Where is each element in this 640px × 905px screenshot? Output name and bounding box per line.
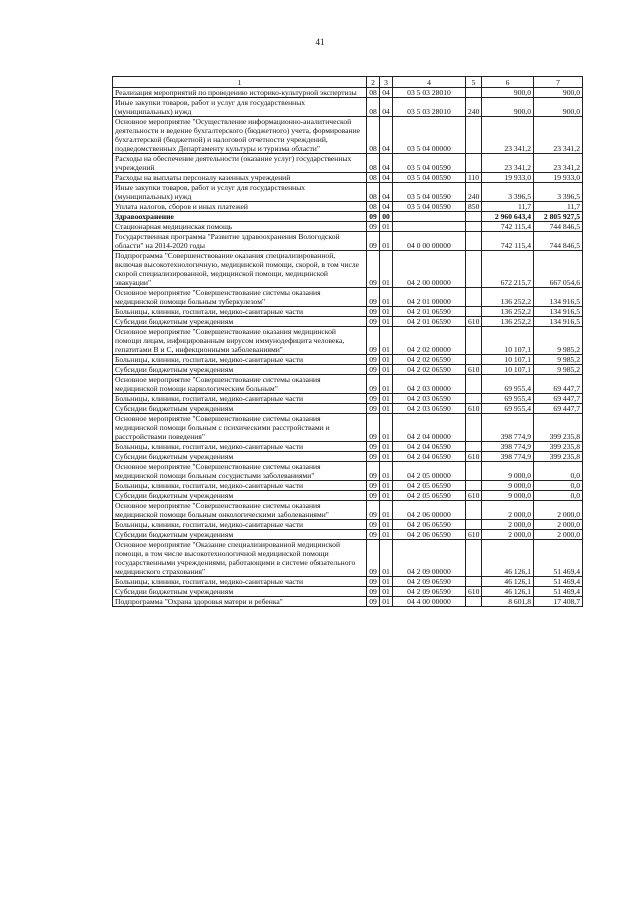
cell-section: 09 — [367, 540, 380, 577]
cell-amount-year1: 136 252,2 — [482, 307, 534, 317]
table-row — [113, 327, 583, 355]
cell-amount-year2: 2 000,0 — [534, 520, 583, 530]
cell-expense-type — [466, 481, 482, 491]
cell-name: Стационарная медицинская помощь — [113, 222, 367, 232]
table-row — [113, 481, 583, 491]
cell-target-code: 04 2 00 00000 — [393, 251, 466, 288]
cell-subsection: 01 — [380, 288, 393, 307]
table-row — [113, 183, 583, 202]
cell-amount-year1: 10 107,1 — [482, 327, 534, 355]
cell-amount-year2: 399 235,8 — [534, 442, 583, 452]
cell-target-code: 03 5 04 00590 — [393, 173, 466, 183]
cell-expense-type: 240 — [466, 183, 482, 202]
cell-amount-year1: 11,7 — [482, 202, 534, 212]
cell-expense-type — [466, 154, 482, 173]
header-cell: 3 — [380, 77, 393, 88]
cell-name: Больницы, клиники, госпитали, медико-санитарные части — [113, 394, 367, 404]
header-cell: 6 — [482, 77, 534, 88]
cell-target-code: 04 2 09 06590 — [393, 577, 466, 587]
cell-amount-year1: 398 774,9 — [482, 442, 534, 452]
table-row — [113, 491, 583, 501]
cell-name: Основное мероприятие "Совершенствование системы оказания медицинской помощи больным онкологическими заболеваниями" — [113, 501, 367, 520]
cell-target-code: 04 2 05 06590 — [393, 481, 466, 491]
cell-name: Иные закупки товаров, работ и услуг для государственных (муниципальных) нужд — [113, 98, 367, 117]
cell-target-code: 04 2 06 06590 — [393, 520, 466, 530]
page-number: 41 — [315, 37, 325, 47]
cell-subsection: 01 — [380, 597, 393, 607]
cell-section: 08 — [367, 154, 380, 173]
cell-target-code: 04 4 00 00000 — [393, 597, 466, 607]
cell-subsection: 01 — [380, 327, 393, 355]
cell-amount-year2: 399 235,8 — [534, 452, 583, 462]
cell-subsection: 04 — [380, 98, 393, 117]
cell-name: Здравоохранение — [113, 212, 367, 222]
cell-target-code: 04 2 02 06590 — [393, 365, 466, 375]
table-row — [113, 501, 583, 520]
cell-amount-year1: 2 000,0 — [482, 530, 534, 540]
cell-section: 09 — [367, 355, 380, 365]
cell-amount-year2: 51 469,4 — [534, 540, 583, 577]
cell-amount-year1: 3 396,5 — [482, 183, 534, 202]
cell-section: 09 — [367, 501, 380, 520]
cell-expense-type: 610 — [466, 317, 482, 327]
cell-amount-year2: 744 846,5 — [534, 222, 583, 232]
cell-subsection: 01 — [380, 232, 393, 251]
table-row — [113, 202, 583, 212]
cell-section: 09 — [367, 317, 380, 327]
cell-amount-year2: 134 916,5 — [534, 288, 583, 307]
table-row — [113, 365, 583, 375]
cell-target-code: 04 2 09 06590 — [393, 587, 466, 597]
cell-section: 09 — [367, 452, 380, 462]
cell-section: 08 — [367, 88, 380, 98]
cell-amount-year2: 69 447,7 — [534, 375, 583, 394]
cell-name: Реализация мероприятий по проведению историко-культурной экспертизы — [113, 88, 367, 98]
cell-name: Субсидии бюджетным учреждениям — [113, 587, 367, 597]
cell-amount-year2: 69 447,7 — [534, 394, 583, 404]
cell-section: 09 — [367, 491, 380, 501]
cell-section: 09 — [367, 520, 380, 530]
cell-subsection: 04 — [380, 173, 393, 183]
table-row — [113, 317, 583, 327]
cell-expense-type: 110 — [466, 173, 482, 183]
cell-target-code: 03 5 04 00590 — [393, 202, 466, 212]
cell-section: 08 — [367, 98, 380, 117]
cell-expense-type — [466, 307, 482, 317]
table-row — [113, 307, 583, 317]
cell-target-code: 04 2 01 06590 — [393, 317, 466, 327]
cell-subsection: 01 — [380, 462, 393, 481]
table-row — [113, 577, 583, 587]
table-row — [113, 288, 583, 307]
cell-section: 09 — [367, 288, 380, 307]
cell-amount-year1: 10 107,1 — [482, 365, 534, 375]
cell-amount-year1: 69 955,4 — [482, 404, 534, 414]
cell-amount-year2: 2 000,0 — [534, 501, 583, 520]
cell-section: 09 — [367, 404, 380, 414]
header-cell: 7 — [534, 77, 583, 88]
cell-amount-year2: 0,0 — [534, 491, 583, 501]
header-cell: 4 — [393, 77, 466, 88]
table-row — [113, 530, 583, 540]
cell-expense-type — [466, 597, 482, 607]
cell-section: 09 — [367, 307, 380, 317]
cell-expense-type: 610 — [466, 491, 482, 501]
cell-subsection: 01 — [380, 501, 393, 520]
cell-section: 09 — [367, 481, 380, 491]
cell-amount-year1: 23 341,2 — [482, 154, 534, 173]
cell-expense-type — [466, 577, 482, 587]
cell-amount-year2: 9 985,2 — [534, 327, 583, 355]
cell-name: Основное мероприятие "Осуществление информационно-аналитической деятельности и ведение бухгалтерского (бюджетного) учета, формирование бухгалтерской (бюджетной) и налоговой отчетности учреждений, подведомственных Департаменту культуры и туризма области" — [113, 117, 367, 154]
cell-amount-year1: 398 774,9 — [482, 414, 534, 442]
header-cell: 5 — [466, 77, 482, 88]
cell-expense-type — [466, 212, 482, 222]
cell-expense-type: 610 — [466, 452, 482, 462]
cell-target-code: 04 2 01 06590 — [393, 307, 466, 317]
table-row — [113, 452, 583, 462]
cell-section: 08 — [367, 173, 380, 183]
cell-amount-year2: 9 985,2 — [534, 355, 583, 365]
table-row — [113, 540, 583, 577]
cell-amount-year1: 9 000,0 — [482, 462, 534, 481]
cell-expense-type — [466, 540, 482, 577]
cell-expense-type — [466, 88, 482, 98]
cell-amount-year1: 398 774,9 — [482, 452, 534, 462]
cell-expense-type: 610 — [466, 365, 482, 375]
cell-subsection: 01 — [380, 222, 393, 232]
cell-amount-year2: 51 469,4 — [534, 587, 583, 597]
cell-subsection: 01 — [380, 587, 393, 597]
cell-amount-year2: 134 916,5 — [534, 317, 583, 327]
cell-amount-year1: 46 126,1 — [482, 587, 534, 597]
cell-subsection: 04 — [380, 88, 393, 98]
cell-section: 09 — [367, 365, 380, 375]
table-row — [113, 222, 583, 232]
cell-target-code: 04 2 02 06590 — [393, 355, 466, 365]
cell-subsection: 01 — [380, 442, 393, 452]
cell-target-code: 04 2 01 00000 — [393, 288, 466, 307]
cell-section: 09 — [367, 212, 380, 222]
cell-amount-year2: 2 805 927,5 — [534, 212, 583, 222]
cell-name: Расходы на обеспечение деятельности (оказание услуг) государственных учреждений — [113, 154, 367, 173]
table-row — [113, 414, 583, 442]
cell-amount-year2: 900,0 — [534, 98, 583, 117]
cell-expense-type — [466, 327, 482, 355]
cell-amount-year1: 69 955,4 — [482, 375, 534, 394]
cell-amount-year1: 742 115,4 — [482, 222, 534, 232]
cell-expense-type: 850 — [466, 202, 482, 212]
cell-expense-type — [466, 375, 482, 394]
cell-amount-year2: 23 341,2 — [534, 117, 583, 154]
cell-amount-year2: 23 341,2 — [534, 154, 583, 173]
table-row — [113, 251, 583, 288]
cell-section: 09 — [367, 414, 380, 442]
cell-section: 09 — [367, 394, 380, 404]
cell-amount-year1: 46 126,1 — [482, 540, 534, 577]
cell-target-code: 04 2 03 06590 — [393, 394, 466, 404]
cell-amount-year1: 742 115,4 — [482, 232, 534, 251]
cell-expense-type — [466, 462, 482, 481]
cell-subsection: 01 — [380, 577, 393, 587]
table-row — [113, 587, 583, 597]
cell-name: Основное мероприятие "Совершенствование системы оказания медицинской помощи больным сосудистыми заболеваниями" — [113, 462, 367, 481]
table-row — [113, 355, 583, 365]
cell-name: Основное мероприятие "Совершенствование системы оказания медицинской помощи больным туберкулезом" — [113, 288, 367, 307]
cell-subsection: 01 — [380, 530, 393, 540]
cell-section: 09 — [367, 587, 380, 597]
cell-section: 09 — [367, 251, 380, 288]
cell-subsection: 04 — [380, 154, 393, 173]
cell-subsection: 04 — [380, 202, 393, 212]
cell-subsection: 01 — [380, 307, 393, 317]
cell-name: Уплата налогов, сборов и иных платежей — [113, 202, 367, 212]
cell-expense-type — [466, 355, 482, 365]
cell-target-code: 04 2 03 00000 — [393, 375, 466, 394]
cell-name: Субсидии бюджетным учреждениям — [113, 530, 367, 540]
cell-subsection: 01 — [380, 317, 393, 327]
table-row — [113, 597, 583, 607]
cell-expense-type — [466, 394, 482, 404]
table-row — [113, 212, 583, 222]
cell-section: 08 — [367, 202, 380, 212]
cell-amount-year1: 900,0 — [482, 98, 534, 117]
cell-section: 09 — [367, 222, 380, 232]
table-row — [113, 98, 583, 117]
cell-name: Больницы, клиники, госпитали, медико-санитарные части — [113, 355, 367, 365]
header-row — [113, 77, 583, 88]
cell-amount-year2: 399 235,8 — [534, 414, 583, 442]
cell-target-code: 03 5 03 28010 — [393, 88, 466, 98]
cell-subsection: 01 — [380, 520, 393, 530]
cell-target-code: 03 5 04 00590 — [393, 183, 466, 202]
cell-subsection: 01 — [380, 414, 393, 442]
cell-amount-year1: 2 000,0 — [482, 520, 534, 530]
cell-amount-year2: 744 846,5 — [534, 232, 583, 251]
cell-target-code: 04 2 05 06590 — [393, 491, 466, 501]
cell-target-code: 04 2 09 00000 — [393, 540, 466, 577]
cell-target-code: 03 5 03 28010 — [393, 98, 466, 117]
table-row — [113, 375, 583, 394]
cell-subsection: 01 — [380, 365, 393, 375]
cell-name: Больницы, клиники, госпитали, медико-санитарные части — [113, 520, 367, 530]
header-cell: 2 — [367, 77, 380, 88]
cell-target-code: 04 2 06 06590 — [393, 530, 466, 540]
cell-name: Государственная программа "Развитие здравоохранения Вологодской области" на 2014-2020 годы — [113, 232, 367, 251]
cell-target-code: 04 2 04 00000 — [393, 414, 466, 442]
cell-target-code: 04 2 05 00000 — [393, 462, 466, 481]
table-row — [113, 173, 583, 183]
cell-amount-year1: 672 215,7 — [482, 251, 534, 288]
cell-subsection: 04 — [380, 117, 393, 154]
cell-section: 09 — [367, 597, 380, 607]
cell-amount-year1: 2 960 643,4 — [482, 212, 534, 222]
cell-expense-type: 610 — [466, 404, 482, 414]
cell-name: Больницы, клиники, госпитали, медико-санитарные части — [113, 442, 367, 452]
cell-amount-year2: 17 408,7 — [534, 597, 583, 607]
cell-target-code: 04 2 04 06590 — [393, 452, 466, 462]
cell-name: Основное мероприятие "Оказание специализированной медицинской помощи, в том числе высокотехнологичной медицинской помощи государственными учреждениями, работающими в системе обязательного медицинского страхования" — [113, 540, 367, 577]
cell-name: Основное мероприятие "Совершенствование системы оказания медицинской помощи больным с психическими расстройствами и расстройствами поведения" — [113, 414, 367, 442]
table-row — [113, 404, 583, 414]
cell-section: 09 — [367, 327, 380, 355]
cell-name: Подпрограмма "Охрана здоровья матери и ребенка" — [113, 597, 367, 607]
table-row — [113, 462, 583, 481]
cell-expense-type — [466, 117, 482, 154]
cell-amount-year1: 900,0 — [482, 88, 534, 98]
cell-target-code — [393, 222, 466, 232]
cell-expense-type — [466, 501, 482, 520]
cell-section: 09 — [367, 375, 380, 394]
cell-expense-type — [466, 251, 482, 288]
cell-amount-year2: 667 054,6 — [534, 251, 583, 288]
cell-amount-year1: 69 955,4 — [482, 394, 534, 404]
cell-expense-type: 240 — [466, 98, 482, 117]
cell-subsection: 04 — [380, 183, 393, 202]
table-row — [113, 117, 583, 154]
cell-amount-year2: 69 447,7 — [534, 404, 583, 414]
cell-subsection: 01 — [380, 394, 393, 404]
cell-amount-year2: 134 916,5 — [534, 307, 583, 317]
cell-subsection: 01 — [380, 251, 393, 288]
cell-target-code: 04 2 06 00000 — [393, 501, 466, 520]
cell-target-code — [393, 212, 466, 222]
cell-name: Субсидии бюджетным учреждениям — [113, 365, 367, 375]
table-row — [113, 520, 583, 530]
cell-section: 09 — [367, 462, 380, 481]
cell-name: Больницы, клиники, госпитали, медико-санитарные части — [113, 481, 367, 491]
cell-subsection: 01 — [380, 452, 393, 462]
cell-target-code: 04 2 02 00000 — [393, 327, 466, 355]
cell-amount-year2: 0,0 — [534, 481, 583, 491]
cell-name: Субсидии бюджетным учреждениям — [113, 404, 367, 414]
cell-amount-year1: 2 000,0 — [482, 501, 534, 520]
cell-target-code: 03 5 04 00000 — [393, 117, 466, 154]
cell-section: 08 — [367, 183, 380, 202]
cell-expense-type — [466, 288, 482, 307]
table-row — [113, 232, 583, 251]
cell-name: Основное мероприятие "Совершенствование оказания медицинской помощи лицам, инфицированным вирусом иммунодефицита человека, гепатитами В и С, инфекционными заболеваниями" — [113, 327, 367, 355]
cell-subsection: 01 — [380, 355, 393, 365]
cell-amount-year1: 136 252,2 — [482, 317, 534, 327]
cell-expense-type — [466, 232, 482, 251]
table-row — [113, 442, 583, 452]
cell-name: Субсидии бюджетным учреждениям — [113, 317, 367, 327]
cell-name: Субсидии бюджетным учреждениям — [113, 491, 367, 501]
cell-amount-year1: 23 341,2 — [482, 117, 534, 154]
cell-target-code: 03 5 04 00590 — [393, 154, 466, 173]
cell-target-code: 04 0 00 00000 — [393, 232, 466, 251]
cell-amount-year2: 51 469,4 — [534, 577, 583, 587]
cell-section: 08 — [367, 117, 380, 154]
table-body — [113, 88, 583, 607]
cell-subsection: 01 — [380, 540, 393, 577]
cell-amount-year2: 9 985,2 — [534, 365, 583, 375]
cell-section: 09 — [367, 442, 380, 452]
cell-amount-year1: 10 107,1 — [482, 355, 534, 365]
cell-amount-year1: 9 000,0 — [482, 481, 534, 491]
cell-subsection: 01 — [380, 375, 393, 394]
cell-amount-year1: 136 252,2 — [482, 288, 534, 307]
budget-table — [112, 76, 583, 607]
table-row — [113, 88, 583, 98]
table-row — [113, 154, 583, 173]
cell-amount-year1: 19 933,0 — [482, 173, 534, 183]
cell-name: Иные закупки товаров, работ и услуг для государственных (муниципальных) нужд — [113, 183, 367, 202]
cell-section: 09 — [367, 232, 380, 251]
cell-name: Больницы, клиники, госпитали, медико-санитарные части — [113, 307, 367, 317]
cell-amount-year2: 0,0 — [534, 462, 583, 481]
cell-amount-year2: 900,0 — [534, 88, 583, 98]
cell-expense-type: 610 — [466, 587, 482, 597]
header-cell: 1 — [113, 77, 367, 88]
cell-expense-type — [466, 414, 482, 442]
cell-expense-type — [466, 442, 482, 452]
cell-subsection: 01 — [380, 491, 393, 501]
cell-amount-year1: 46 126,1 — [482, 577, 534, 587]
cell-amount-year2: 19 933,0 — [534, 173, 583, 183]
cell-amount-year2: 11,7 — [534, 202, 583, 212]
cell-subsection: 00 — [380, 212, 393, 222]
cell-subsection: 01 — [380, 481, 393, 491]
cell-name: Субсидии бюджетным учреждениям — [113, 452, 367, 462]
cell-name: Больницы, клиники, госпитали, медико-санитарные части — [113, 577, 367, 587]
cell-expense-type — [466, 222, 482, 232]
table-row — [113, 394, 583, 404]
cell-subsection: 01 — [380, 404, 393, 414]
cell-name: Основное мероприятие "Совершенствование системы оказания медицинской помощи наркологическим больным" — [113, 375, 367, 394]
cell-amount-year2: 3 396,5 — [534, 183, 583, 202]
cell-target-code: 04 2 03 06590 — [393, 404, 466, 414]
cell-expense-type — [466, 520, 482, 530]
cell-name: Подпрограмма "Совершенствование оказания специализированной, включая высокотехнологичную, медицинской помощи, скорой, в том числе скорой специализированной, медицинской помощи, медицинской эвакуации" — [113, 251, 367, 288]
cell-section: 09 — [367, 577, 380, 587]
cell-amount-year2: 2 000,0 — [534, 530, 583, 540]
cell-expense-type: 610 — [466, 530, 482, 540]
cell-name: Расходы на выплаты персоналу казенных учреждений — [113, 173, 367, 183]
cell-target-code: 04 2 04 06590 — [393, 442, 466, 452]
cell-amount-year1: 8 601,8 — [482, 597, 534, 607]
cell-section: 09 — [367, 530, 380, 540]
cell-amount-year1: 9 000,0 — [482, 491, 534, 501]
